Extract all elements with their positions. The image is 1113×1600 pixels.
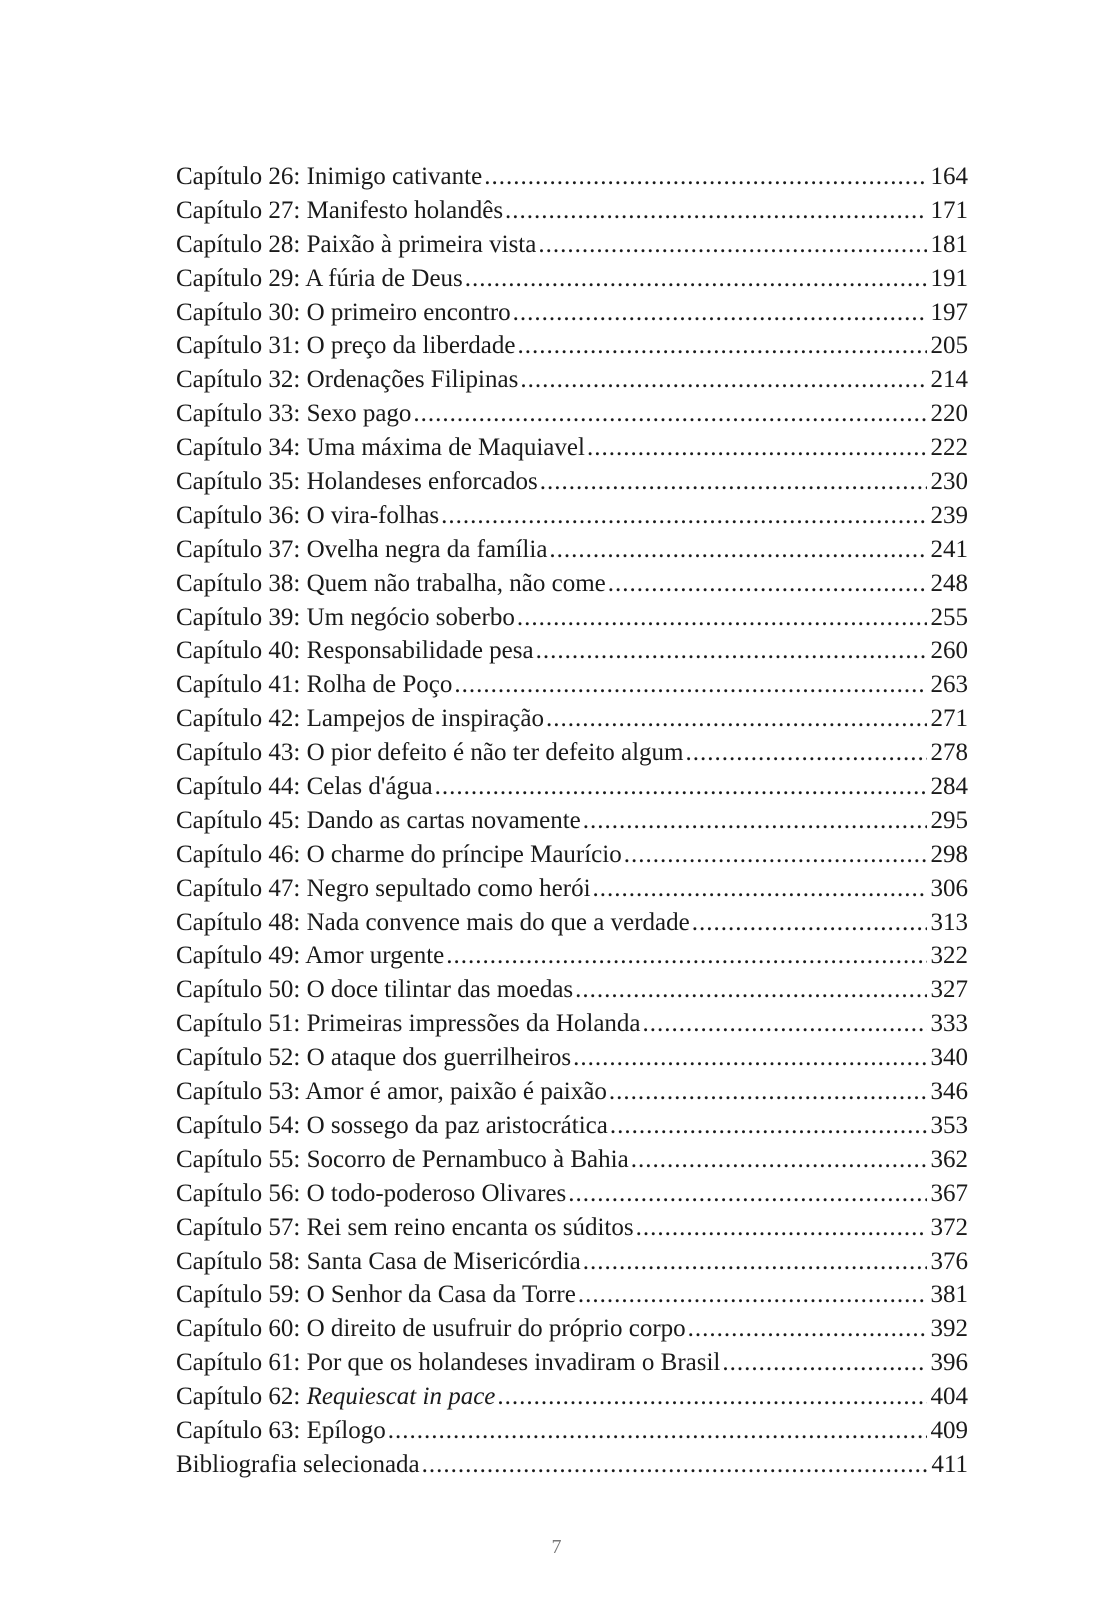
toc-dot-leader [546, 702, 927, 736]
toc-entry [176, 1041, 968, 1075]
toc-entry-title [176, 160, 482, 194]
toc-entry [176, 1346, 968, 1380]
toc-dot-leader [520, 363, 926, 397]
toc-entry-title [176, 1177, 566, 1211]
toc-entry-prefix: Capítulo 39: [176, 603, 307, 631]
toc-entry [176, 397, 968, 431]
toc-entry-title-text: O sossego da paz aristocrática [306, 1111, 608, 1139]
toc-entry-title-text: Uma máxima de Maquiavel [306, 434, 585, 462]
toc-entry [176, 1211, 968, 1245]
toc-entry-prefix: Capítulo 51: [176, 1010, 307, 1038]
toc-dot-leader [446, 939, 926, 973]
toc-entry-title-text: Negro sepultado como herói [306, 874, 591, 902]
toc-entry [176, 194, 968, 228]
toc-entry [176, 838, 968, 872]
toc-entry-page: 367 [930, 1179, 968, 1207]
toc-dot-leader [454, 668, 926, 702]
toc-entry-page: 346 [930, 1078, 968, 1106]
toc-entry [176, 973, 968, 1007]
toc-entry [176, 499, 968, 533]
toc-entry-title-text: Rei sem reino encanta os súditos [306, 1213, 634, 1241]
toc-entry [176, 601, 968, 635]
toc-entry-prefix: Capítulo 60: [176, 1315, 307, 1343]
toc-entry-title-text: Epílogo [306, 1416, 386, 1444]
toc-entry-title-text: Inimigo cativante [306, 163, 483, 190]
toc-dot-leader [513, 296, 927, 330]
toc-entry-title-text: Holandeses enforcados [306, 468, 538, 496]
toc-entry-title-text: Quem não trabalha, não come [306, 569, 606, 597]
toc-entry [176, 634, 968, 668]
toc-dot-leader [441, 499, 926, 533]
toc-dot-leader [435, 770, 927, 804]
toc-dot-leader [624, 838, 927, 872]
toc-entry-prefix: Capítulo 43: [176, 739, 307, 767]
toc-entry-page: 255 [930, 603, 968, 631]
toc-entry-title [176, 228, 536, 262]
toc-dot-leader [722, 1346, 926, 1380]
toc-entry-page: 327 [930, 976, 968, 1004]
toc-dot-leader [583, 1245, 927, 1279]
toc-entry [176, 533, 968, 567]
toc-entry-title-text: O Senhor da Casa da Torre [306, 1281, 576, 1309]
toc-entry-prefix: Capítulo 36: [176, 501, 307, 529]
toc-entry [176, 1380, 968, 1414]
toc-entry-page: 220 [930, 400, 968, 428]
toc-entry-title [176, 838, 622, 872]
toc-dot-leader [573, 1041, 926, 1075]
toc-entry-title-text: Dando as cartas novamente [306, 806, 581, 834]
toc-entry-prefix: Capítulo 54: [176, 1111, 307, 1139]
toc-entry-title [176, 363, 518, 397]
toc-dot-leader [578, 1278, 927, 1312]
toc-entry-prefix: Capítulo 42: [176, 705, 307, 733]
toc-entry-prefix: Capítulo 57: [176, 1213, 307, 1241]
toc-entry-prefix: Capítulo 48: [176, 908, 307, 936]
toc-entry [176, 1075, 968, 1109]
toc-entry [176, 906, 968, 940]
toc-entry-title [176, 465, 538, 499]
toc-entry-title-text: Amor é amor, paixão é paixão [305, 1078, 607, 1106]
toc-dot-leader [465, 262, 927, 296]
toc-dot-leader [540, 465, 927, 499]
toc-entry-prefix: Capítulo 55: [176, 1145, 307, 1173]
toc-entry-title-text: O direito de usufruir do próprio corpo [306, 1315, 686, 1343]
toc-dot-leader [587, 431, 927, 465]
toc-entry [176, 1278, 968, 1312]
toc-entry [176, 872, 968, 906]
toc-entry-title-text: Primeiras impressões da Holanda [306, 1010, 641, 1038]
toc-dot-leader [692, 906, 927, 940]
toc-entry-title-text: Amor urgente [305, 942, 445, 970]
toc-entry-title-text: Socorro de Pernambuco à Bahia [306, 1145, 629, 1173]
toc-entry-page: 222 [930, 434, 968, 462]
toc-entry [176, 702, 968, 736]
toc-dot-leader [643, 1007, 927, 1041]
toc-entry [176, 1007, 968, 1041]
toc-entry-prefix: Capítulo 37: [176, 535, 307, 563]
toc-entry-prefix: Capítulo 61: [176, 1349, 307, 1377]
toc-entry [176, 1245, 968, 1279]
toc-entry-prefix: Capítulo 26: [176, 163, 307, 190]
toc-entry [176, 1143, 968, 1177]
toc-entry-prefix: Capítulo 62: [176, 1383, 307, 1411]
toc-entry-title-text: Um negócio soberbo [306, 603, 515, 631]
toc-entry-prefix: Capítulo 44: [176, 773, 307, 801]
toc-entry-title [176, 634, 534, 668]
toc-entry [176, 939, 968, 973]
toc-entry-title [176, 1448, 420, 1482]
toc-entry-title-text: Santa Casa de Misericórdia [306, 1247, 581, 1275]
toc-dot-leader [518, 329, 927, 363]
toc-entry-title [176, 567, 606, 601]
toc-dot-leader [686, 736, 927, 770]
toc-entry-prefix: Capítulo 31: [176, 332, 307, 360]
toc-entry [176, 770, 968, 804]
toc-entry [176, 262, 968, 296]
toc-entry-page: 260 [930, 637, 968, 665]
toc-entry-title [176, 770, 433, 804]
toc-entry-page: 353 [930, 1111, 968, 1139]
toc-entry-page: 278 [930, 739, 968, 767]
toc-entry-prefix: Capítulo 35: [176, 468, 307, 496]
toc-entry-prefix: Capítulo 40: [176, 637, 307, 665]
toc-entry-title [176, 194, 503, 228]
toc-entry-title-text: Manifesto holandês [306, 196, 504, 224]
toc-entry-page: 181 [930, 230, 968, 258]
toc-entry-title [176, 1346, 720, 1380]
toc-entry-title [176, 973, 573, 1007]
toc-entry-prefix: Capítulo 63: [176, 1416, 307, 1444]
toc-entry-prefix: Capítulo 47: [176, 874, 307, 902]
toc-entry-prefix: Capítulo 50: [176, 976, 307, 1004]
toc-entry-title [176, 533, 547, 567]
toc-dot-leader [608, 567, 927, 601]
toc-entry-title [176, 668, 452, 702]
table-of-contents [176, 160, 968, 1482]
toc-dot-leader [413, 397, 926, 431]
toc-entry-title-text: O todo-poderoso Olivares [306, 1179, 567, 1207]
toc-entry-page: 191 [930, 264, 968, 292]
toc-entry-page: 241 [930, 535, 968, 563]
toc-entry-title [176, 397, 411, 431]
toc-entry-page: 376 [930, 1247, 968, 1275]
toc-dot-leader [505, 194, 926, 228]
toc-entry [176, 804, 968, 838]
toc-entry-title-text: O preço da liberdade [306, 332, 516, 360]
toc-entry-prefix: Capítulo 27: [176, 196, 307, 224]
toc-entry [176, 363, 968, 397]
toc-entry-title [176, 329, 516, 363]
toc-entry-prefix: Capítulo 34: [176, 434, 307, 462]
toc-entry-prefix: Capítulo 53: [176, 1078, 306, 1106]
toc-entry-page: 333 [930, 1010, 968, 1038]
toc-entry [176, 296, 968, 330]
toc-entry-page: 271 [930, 705, 968, 733]
toc-entry-title-text: O vira-folhas [306, 501, 440, 529]
toc-entry-prefix: Capítulo 28: [176, 230, 307, 258]
toc-entry-title-text: O doce tilintar das moedas [306, 976, 574, 1004]
toc-entry-page: 322 [930, 942, 968, 970]
toc-entry-page: 239 [930, 501, 968, 529]
toc-entry-title-text: Ovelha negra da família [306, 535, 548, 563]
toc-entry-title-text: O ataque dos guerrilheiros [306, 1044, 572, 1072]
toc-entry-prefix: Capítulo 38: [176, 569, 307, 597]
toc-entry-page: 372 [930, 1213, 968, 1241]
toc-entry-title-text: Bibliografia selecionada [176, 1450, 420, 1478]
toc-entry-title [176, 1007, 641, 1041]
toc-entry-title-text: Requiescat in pace [306, 1383, 496, 1411]
toc-entry-title [176, 702, 544, 736]
toc-entry-page: 298 [930, 840, 968, 868]
toc-entry [176, 1414, 968, 1448]
toc-entry [176, 228, 968, 262]
toc-dot-leader [497, 1380, 926, 1414]
toc-entry-title-text: Rolha de Poço [306, 671, 453, 699]
toc-entry-title-text: Lampejos de inspiração [306, 705, 544, 733]
toc-entry-title [176, 872, 591, 906]
toc-entry-title [176, 939, 444, 973]
toc-dot-leader [568, 1177, 926, 1211]
toc-entry-title [176, 906, 690, 940]
toc-dot-leader [583, 804, 927, 838]
toc-entry-page: 295 [930, 806, 968, 834]
toc-dot-leader [575, 973, 926, 1007]
toc-entry-title-text: Sexo pago [306, 400, 412, 428]
toc-entry-title [176, 262, 463, 296]
toc-entry-page: 164 [930, 163, 968, 190]
toc-dot-leader [688, 1312, 927, 1346]
toc-entry [176, 668, 968, 702]
toc-entry-page: 197 [930, 298, 968, 326]
toc-entry [176, 736, 968, 770]
toc-entry-prefix: Capítulo 30: [176, 298, 307, 326]
toc-entry-title [176, 296, 511, 330]
toc-entry-title [176, 1041, 571, 1075]
toc-entry-page: 313 [930, 908, 968, 936]
toc-entry-title-text: O charme do príncipe Maurício [306, 840, 622, 868]
toc-dot-leader [636, 1211, 927, 1245]
toc-entry-title-text: Ordenações Filipinas [306, 366, 519, 394]
toc-entry-title [176, 601, 515, 635]
toc-entry-title [176, 1143, 629, 1177]
toc-entry-prefix: Capítulo 32: [176, 366, 307, 394]
toc-dot-leader [538, 228, 926, 262]
toc-entry-page: 248 [930, 569, 968, 597]
toc-entry-page: 230 [930, 468, 968, 496]
toc-entry-title-text: Paixão à primeira vista [306, 230, 537, 258]
toc-entry-page: 171 [930, 196, 968, 224]
toc-entry-page: 411 [931, 1450, 968, 1478]
toc-dot-leader [517, 601, 927, 635]
toc-entry-prefix: Capítulo 49: [176, 942, 306, 970]
toc-dot-leader [593, 872, 927, 906]
toc-entry-page: 306 [930, 874, 968, 902]
toc-entry [176, 431, 968, 465]
toc-entry [176, 1177, 968, 1211]
toc-entry-page: 362 [930, 1145, 968, 1173]
toc-entry [176, 465, 968, 499]
toc-entry-prefix: Capítulo 29: [176, 264, 306, 292]
toc-entry-title [176, 1414, 386, 1448]
toc-entry [176, 1448, 968, 1482]
toc-entry-prefix: Capítulo 56: [176, 1179, 307, 1207]
toc-entry-title-text: O primeiro encontro [306, 298, 511, 326]
toc-entry-page: 263 [930, 671, 968, 699]
toc-entry-page: 214 [930, 366, 968, 394]
toc-entry-page: 205 [930, 332, 968, 360]
toc-entry-title [176, 431, 585, 465]
toc-entry-page: 340 [930, 1044, 968, 1072]
toc-entry-page: 404 [930, 1383, 968, 1411]
toc-entry-title [176, 1211, 634, 1245]
toc-entry-title [176, 1278, 576, 1312]
toc-entry-title-text: Responsabilidade pesa [306, 637, 534, 665]
toc-dot-leader [631, 1143, 927, 1177]
toc-entry-page: 381 [930, 1281, 968, 1309]
toc-dot-leader [388, 1414, 927, 1448]
toc-entry-title [176, 1109, 608, 1143]
toc-entry-title [176, 1075, 607, 1109]
toc-entry-prefix: Capítulo 58: [176, 1247, 307, 1275]
toc-entry-title [176, 1380, 495, 1414]
toc-entry-title [176, 1312, 686, 1346]
toc-entry [176, 329, 968, 363]
toc-entry-prefix: Capítulo 46: [176, 840, 307, 868]
toc-entry [176, 1109, 968, 1143]
toc-entry-prefix: Capítulo 41: [176, 671, 307, 699]
toc-dot-leader [549, 533, 926, 567]
toc-entry [176, 567, 968, 601]
toc-entry-prefix: Capítulo 52: [176, 1044, 307, 1072]
toc-entry-page: 284 [930, 773, 968, 801]
toc-entry-title-text: Nada convence mais do que a verdade [306, 908, 690, 936]
toc-entry-prefix: Capítulo 45: [176, 806, 307, 834]
toc-dot-leader [610, 1109, 927, 1143]
toc-entry-page: 396 [930, 1349, 968, 1377]
toc-entry-title [176, 499, 439, 533]
toc-entry [176, 160, 968, 194]
toc-entry-title-text: Celas d'água [306, 773, 433, 801]
toc-entry-title [176, 736, 684, 770]
page-number: 7 [551, 1536, 562, 1558]
toc-entry-prefix: Capítulo 33: [176, 400, 307, 428]
toc-dot-leader [422, 1448, 928, 1482]
toc-entry-title-text: O pior defeito é não ter defeito algum [306, 739, 684, 767]
toc-entry-title [176, 1245, 581, 1279]
toc-entry-prefix: Capítulo 59: [176, 1281, 307, 1309]
toc-entry [176, 1312, 968, 1346]
toc-entry-title-text: Por que os holandeses invadiram o Brasil [306, 1349, 721, 1377]
toc-dot-leader [536, 634, 927, 668]
toc-entry-page: 409 [930, 1416, 968, 1444]
toc-dot-leader [484, 160, 926, 194]
toc-entry-page: 392 [930, 1315, 968, 1343]
toc-dot-leader [609, 1075, 927, 1109]
toc-entry-title-text: A fúria de Deus [305, 264, 463, 292]
toc-entry-title [176, 804, 581, 838]
